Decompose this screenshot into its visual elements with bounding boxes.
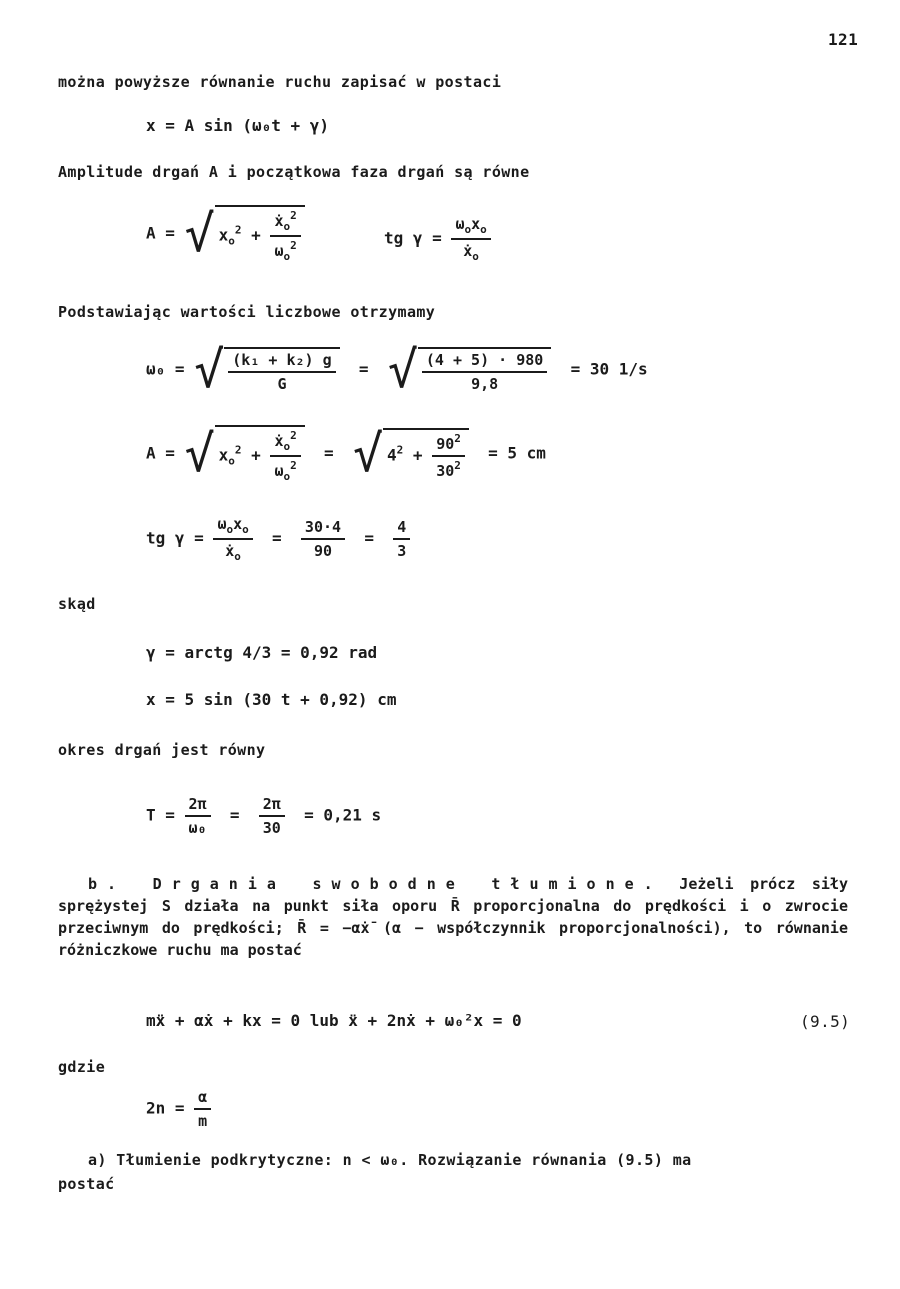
formula-phase-value: tg γ = $\frac{\omega_ox_o}{ẋ_o}$ = $\frac{30\cdot 4}{90}$ = $\frac{4}{3}$ (146, 515, 410, 563)
section-b-heading: b. Drgania swobodne tłumione. (88, 875, 663, 893)
sqrt-amplitude: √ $x_o^2$ + $\frac{ẋ_o^2}{\omega_o^2}$ (185, 205, 305, 263)
omega-num-2: (4 + 5) · 980 (422, 351, 547, 373)
page-number: 121 (828, 30, 859, 49)
formula-period: T = $\frac{2\pi}{\text{ω₀}}$ = $\frac{2\pi}{30}$ = 0,21 s (146, 795, 382, 837)
formula-amplitude (146, 205, 305, 263)
formula-phase: tg γ = $\frac{\omega_ox_o}{ẋ_o}$ (384, 215, 491, 263)
text-line-2: Amplitude drgań A i początkowa faza drgań są równe (58, 163, 530, 181)
text-postac: postać (58, 1175, 115, 1193)
omega-num-1: (k₁ + k₂) g (228, 351, 335, 373)
section-a-line: a) Tłumienie podkrytyczne: n < ω₀. Rozwiązanie równania (9.5) ma (88, 1151, 692, 1169)
omega-den-2: 9,8 (471, 375, 499, 393)
text-line-3: Podstawiając wartości liczbowe otrzymamy (58, 303, 436, 321)
text-okres: okres drgań jest równy (58, 741, 266, 759)
text-gdzie: gdzie (58, 1058, 106, 1076)
equation-gamma: γ = arctg 4/3 = 0,92 rad (146, 643, 378, 662)
section-b-text: Jeżeli prócz siły sprężystej S działa na punkt siła oporu R̄ proporcjonalna do prędkości i o zwrocie przeciwnym do prędkości; R̄ = −αẋ̄ (α − współczynnik proporcjonalności), to równanie różniczkowe ruchu ma postać (58, 875, 848, 959)
equation-x-motion: x = A sin (ω₀t + γ) (146, 116, 330, 135)
formula-omega-label: ω₀ = (146, 359, 185, 379)
formula-phase-label: tg γ = (384, 228, 442, 248)
amplitude-result: = 5 cm (488, 443, 546, 463)
equation-x-result: x = 5 sin (30 t + 0,92) cm (146, 690, 397, 709)
equation-2n: 2n = $\frac{\alpha}{m}$ (146, 1088, 211, 1130)
formula-amplitude-value: A = √ $x_o^2$ + $\frac{ẋ_o^2}{\omega_o^2}$ = √ $4^2$ + $\frac{90^2}{30^2}$ = 5 cm (146, 425, 546, 483)
omega-result: = 30 1/s (570, 359, 648, 379)
equation-9-5: mẍ + αẋ + kx = 0 lub ẍ + 2nẋ + ω₀²x = 0 (146, 1011, 522, 1030)
equation-label-9-5: (9.5) (800, 1012, 851, 1031)
formula-amplitude-label: A = (146, 223, 175, 243)
omega-den-1: G (277, 375, 287, 393)
section-b-paragraph (58, 873, 848, 961)
text-line-1: można powyższe równanie ruchu zapisać w postaci (58, 73, 502, 91)
text-skad: skąd (58, 595, 96, 613)
period-result: = 0,21 s (304, 805, 382, 825)
formula-omega: ω₀ = √ $\frac{\text{(k₁ + k₂) g}}{G}$ = √ $\frac{(4 + 5) \cdot 980}{9,8}$ = 30 1/s (146, 341, 648, 399)
